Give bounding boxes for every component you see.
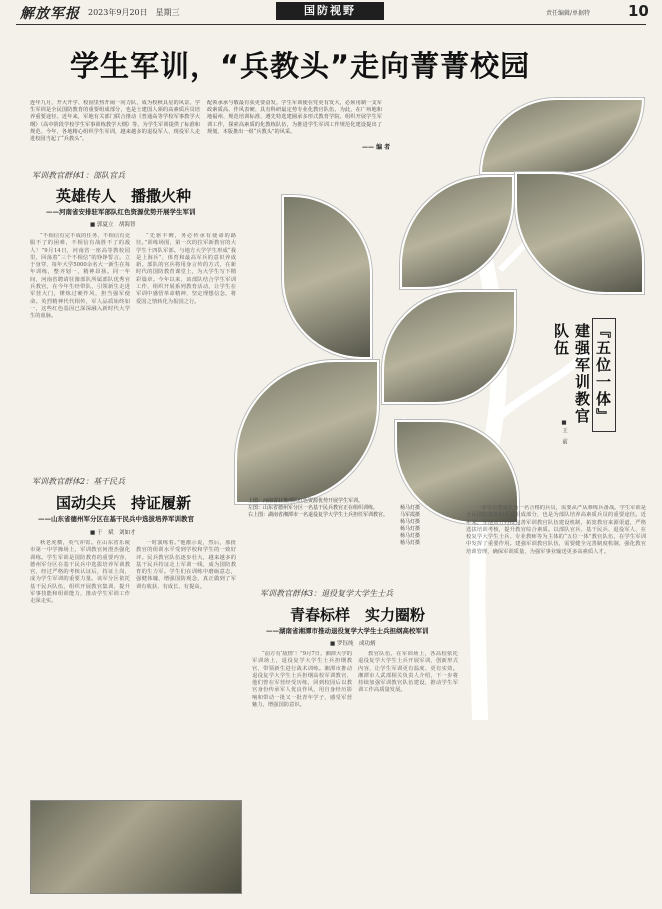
sidebar-byline: ■ 王 前 (561, 420, 567, 445)
page-headline: 学生军训，“兵教头”走向菁菁校园 (70, 49, 531, 83)
section2-col2: 一时演练着。”他激示说，然后，那批教官的组训水平受到学校和学生的一致好评。民兵教官队伍逐步壮大，越来越多的基干民兵持证走上军训一线，成为国防教育的生力军。学生们在训练中磨砺意志，强健体魄，增强国防观念，真正做到了军训有收获、有成长、有提高。 (136, 540, 236, 590)
masthead-rule (16, 24, 646, 25)
caption-2: 左图：山东省德州军分区一名基干民兵教官正在组织训练。 (248, 505, 379, 511)
section3-subtitle: ——湖南省湘潭市推动退役复学大学生士兵担纲高校军训 (266, 627, 429, 635)
section1-subtitle: ——河南省安排驻军部队红色资源优势开展学生军训 (46, 208, 196, 216)
sidebar-title-box (552, 318, 616, 432)
caption-credits (400, 505, 460, 547)
lede-text-2: 配领承承与敬最有获更要奋发。学生军训使在党更有发大，必须用制一支军政素质高、作风表硬、具有科研最定势专业化教官队伍。为此，在广州地和地福州、规范培训标准、遵先特选建圈承多形式教育学院、组织开展学生军训工作，探索高素质的化教练队伍，为推进学生军训工作规范化建设提出了规划。本版推出一组“兵教头”的风采。 (207, 100, 382, 135)
section2-label: 军训教官群体2：基干民兵 (32, 477, 126, 486)
section2-byline: ■ 于 斌 刘如才 (90, 530, 136, 536)
section2-title: 国动尖兵 持证履新 (56, 494, 192, 512)
credit-4: 杨马灯摄 (400, 526, 421, 532)
section3-col2: 教官队伍，在军训场上，各高校依托退役复学大学生士兵开展军训，创新形式内容，让学生军训更有温度、更有实效。湘潭市人武部相关负责人介绍，下一步将持续加强军训教官队伍建设，推动学生军训工作高质量发展。 (358, 651, 458, 694)
page-number: 10 (628, 2, 649, 20)
issue-date: 2023年9月20日 星期三 (88, 8, 180, 17)
section3-col1: “前方有‘敌情’！”9月7日，湘潭大学的军训场上，退役复学大学生士兵担纲教官，带领新生进行战术训练。湘潭市推动退役复学大学生士兵担纲高校军训教官，他们曾在军营经受历练，回到校园后以教官身份传承军人优良作风，用自身经历影响和带动一批又一批青年学子，感受军营魅力，增强国防意识。 (252, 651, 352, 709)
section2-photo (30, 800, 242, 894)
credit-3: 杨马灯摄 (400, 519, 421, 525)
section1-col1: “不相信有完不成的任务，不相信有克服不了的困难，不相信有战胜不了的敌人！”9月14日，河南省一座高等教校园里，回荡着“三个不相信”的铮铮誓言。立于身穿，每年大学5000余名大一新生在每年训练，整齐划一，精神昂扬。同一年间，河南省聘请驻豫部队所属部队优秀官兵教官，在今年生经带队，引领新生走进军营大门，锤炼过硬作风，担当强军使命。英烈精神代代相传，军人品质始终如一，这些红色基因已深深融入新时代大学生的血脉。 (30, 233, 130, 320)
section1-title: 英雄传人 播撒火种 (56, 187, 192, 205)
section3-byline: ■ 罗钰纯 成功炳 (330, 641, 376, 647)
credit-5: 杨马灯摄 (400, 533, 421, 539)
credit-1: 杨马灯摄 (400, 505, 421, 511)
credit-2: 马军霞摄 (400, 512, 421, 518)
caption-3: 右上图：湖南省湘潭市一名退役复学大学生士兵担任军训教官。 (248, 512, 389, 518)
leaf-photo-top-right (480, 98, 644, 174)
section1-col2: “先驱丰碑，务必传承有使命的路径。”训练场围，第一次的拉军新教官的大学生十四队军部。与地方大学学生形成“我是上海兵”，体育和最高军兵的意识养成新。部队的官兵将用身言传的方式，在新时代的国防教育课堂上，为大学生写下精彩篇章。今年以来，该部队结合学生军训工作，组织开展系列教育活动，让学生在军训中感悟革命精神，坚定理想信念，将爱国之情转化为报国之行。 (136, 233, 236, 305)
masthead (0, 0, 662, 24)
leaf-photo-students (235, 360, 379, 504)
section1-label: 军训教官群体1：部队官兵 (32, 171, 126, 180)
lede-text-1: 连年九月，开大开学、校园里热开闹一向力队，成为校秋具星的风景。学生军训是全民国防教育的重要组成部分，也是士建国人须的高素质兵员培养重要途径。近年来，军地有关部门联合推动《普通高等学校军事教学大纲》（高中阶段学校学生军事训练教学大纲》等，为学生军训提供了标准和规范。今年，各地精心组织学生军训，越来越多的退役军人、现役军人走进校园当起了“兵教头”。 (30, 100, 200, 143)
caption-1: 上图：河南省驻豫部队红色资源优势开展学生军训。 (248, 498, 364, 504)
sidebar-title: 『五位一体』建强军训教官队伍 (552, 323, 612, 425)
section-tab: 国防视野 (276, 2, 384, 20)
section2-subtitle: ——山东省德州军分区在基干民兵中选拔培养军训教官 (38, 515, 194, 523)
section2-col1: 秋老虎横，英气冲霄。在山东省乐陵市第一中学操场上，军训教官何澄杰强化训练。学生军训是国防教育的重要内容，德州军分区在基干民兵中选拔培养军训教官，经过严格的考核认证后，持证上岗，成为学生军训的重要力量。该军分区依托基干民兵队伍，组织开展教官集训，提升军事技能和组训能力，推动学生军训工作走深走实。 (30, 540, 130, 605)
editor-credit: 责任编辑/单据特 (546, 10, 591, 17)
leaf-photo-soldier (282, 195, 372, 359)
sidebar-text: 一名学员要成长为一名合格的兵员，需要从严从难练兵备战。学生军训是全民国防教育的重要组成部分，也是为部队培养高素质兵员的重要途径。近年来，军地双方持续完善军训教官队伍建设机制，拓宽教官来源渠道，严格选拔培训考核，提升教官综合素质。以部队官兵、基干民兵、退役军人、在校复学大学生士兵、专业教师等为主体的“五位一体”教官队伍，在学生军训中发挥了重要作用。建强军训教官队伍，需要健全完善制度机制，强化教官培训管理，确保军训质量，为强军事业输送更多高素质人才。 (466, 505, 646, 555)
newspaper-logo: 解放军报 (20, 6, 80, 22)
section1-byline: ■ 郭夏立 胡海智 (90, 222, 136, 228)
section3-title: 青春标样 实力圈粉 (290, 606, 426, 624)
lede-signature: —— 编 者 (362, 144, 391, 151)
credit-6: 杨马灯摄 (400, 540, 421, 546)
section3-label: 军训教官群体3：退役复学大学生士兵 (260, 589, 394, 598)
